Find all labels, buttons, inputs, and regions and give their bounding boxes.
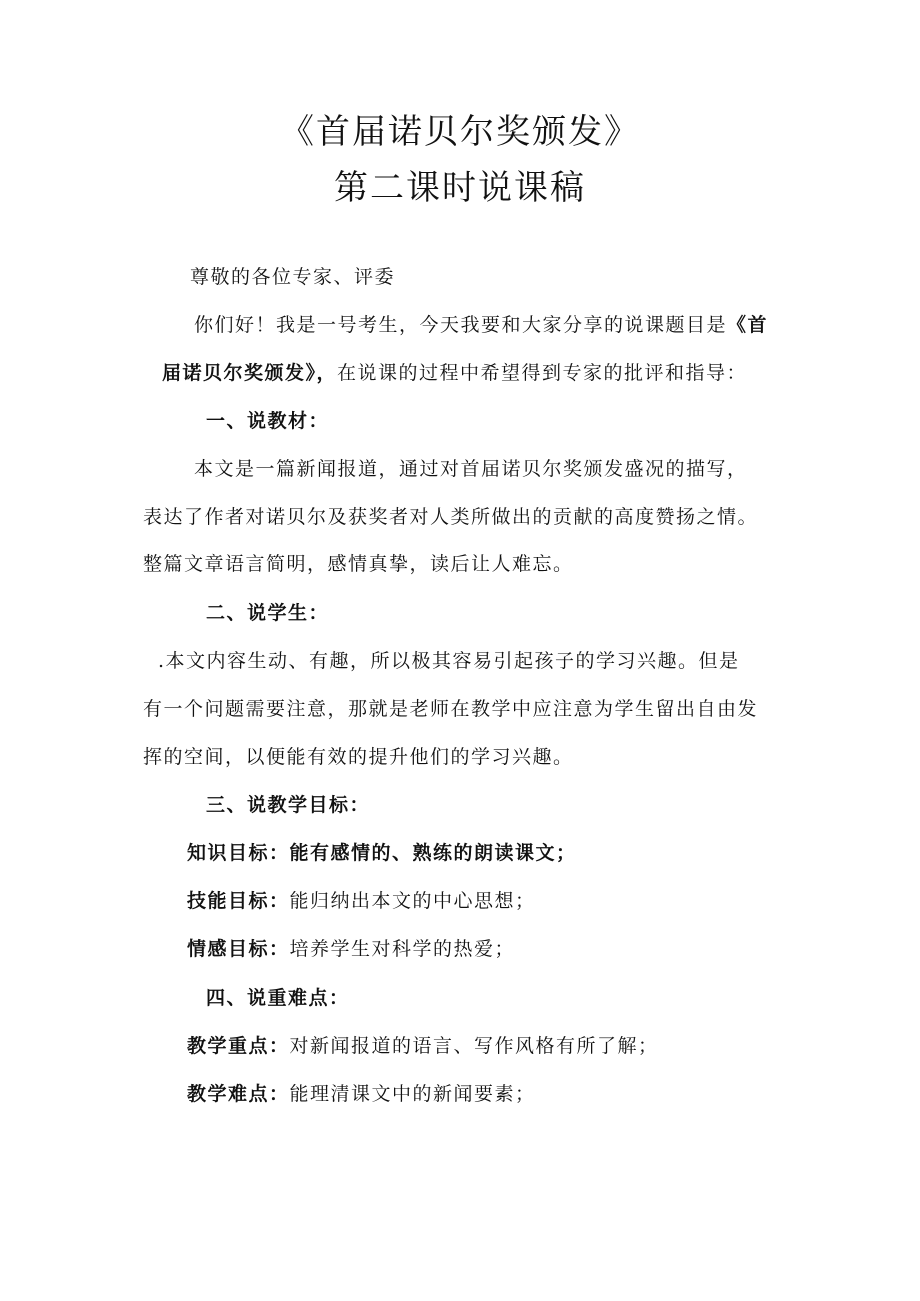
students-line-2: 有一个问题需要注意，那就是老师在教学中应注意为学生留出自由发 — [143, 698, 759, 720]
section-heading-goals: 三、说教学目标： — [206, 794, 371, 816]
goal-skill-label: 技能目标： — [187, 890, 290, 912]
goal-emotion-label: 情感目标： — [187, 938, 290, 960]
key-point — [187, 1031, 659, 1058]
textbook-line-3: 整篇文章语言简明，感情真挚，读后让人难忘。 — [143, 553, 574, 575]
lesson-title-end: 届诺贝尔奖颁发》， — [162, 362, 338, 384]
difficult-point — [187, 1079, 536, 1106]
intro-text-cont: 在说课的过程中希望得到专家的批评和指导： — [337, 362, 748, 384]
document-title: 《首届诺贝尔奖颁发》 — [280, 112, 640, 152]
intro-text: 你们好！我是一号考生，今天我要和大家分享的说课题目是 — [194, 314, 728, 336]
goal-skill — [187, 886, 536, 913]
textbook-line-2: 表达了作者对诺贝尔及获奖者对人类所做出的贡献的高度赞扬之情。 — [143, 506, 759, 528]
section-heading-key-points: 四、说重难点： — [206, 987, 350, 1009]
goal-knowledge — [187, 838, 577, 865]
document-subtitle: 第二课时说课稿 — [334, 168, 586, 208]
section-heading-textbook: 一、说教材： — [206, 410, 330, 432]
section-heading-students: 二、说学生： — [206, 602, 330, 624]
goal-emotion-text: 培养学生对科学的热爱； — [289, 938, 516, 960]
students-line-3: 挥的空间，以便能有效的提升他们的学习兴趣。 — [143, 746, 574, 768]
textbook-line-1: 本文是一篇新闻报道，通过对首届诺贝尔奖颁发盛况的描写， — [194, 458, 748, 480]
students-line-1: .本文内容生动、有趣，所以极其容易引起孩子的学习兴趣。但是 — [158, 650, 740, 672]
key-point-label: 教学重点： — [187, 1035, 290, 1057]
intro-line-1 — [194, 310, 768, 337]
goal-knowledge-label: 知识目标： — [187, 842, 290, 864]
greeting: 尊敬的各位专家、评委 — [190, 266, 396, 288]
intro-line-2 — [162, 358, 747, 385]
goal-skill-text: 能归纳出本文的中心思想； — [289, 890, 536, 912]
key-point-text: 对新闻报道的语言、写作风格有所了解； — [289, 1035, 659, 1057]
lesson-title-start: 《首 — [727, 314, 769, 336]
difficult-point-text: 能理清课文中的新闻要素； — [289, 1083, 536, 1105]
difficult-point-label: 教学难点： — [187, 1083, 290, 1105]
goal-emotion — [187, 934, 515, 961]
goal-knowledge-text: 能有感情的、熟练的朗读课文； — [289, 842, 577, 864]
